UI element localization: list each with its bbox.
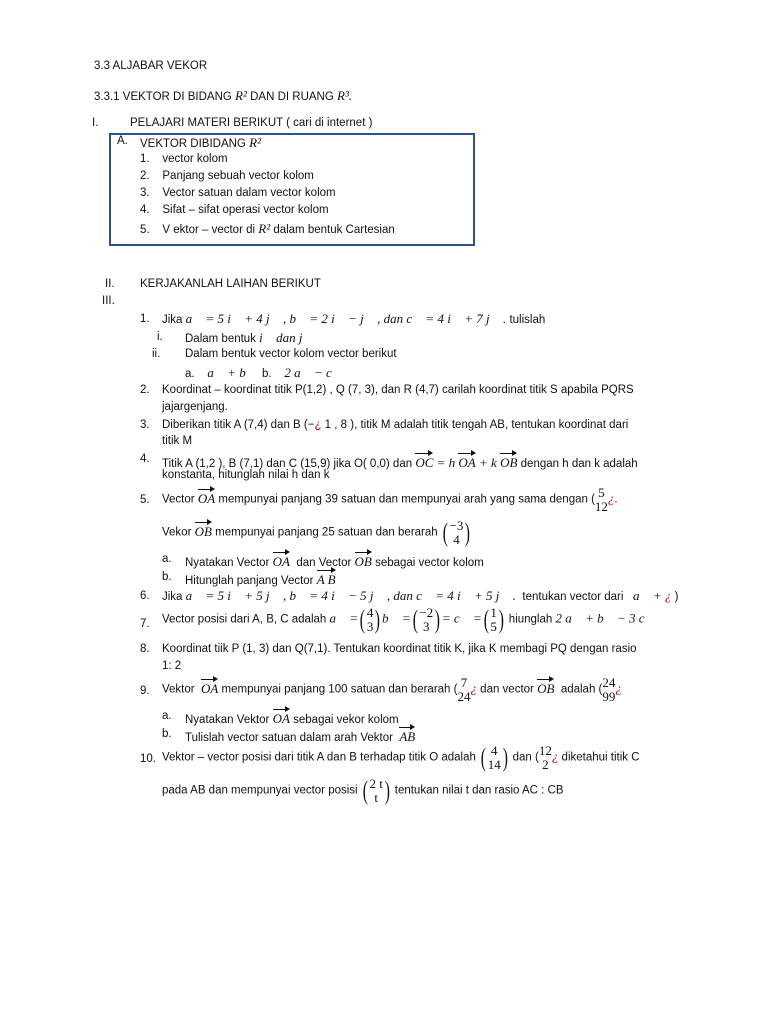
q6-line: Jika a⃗ = 5 i⃗ + 5 j⃗ , b⃗ = 4 i⃗ − 5 j⃗ , dan c⃗ = 4 i⃗ + 5 j⃗ . tentukan vector dari a⃗ + ¿ ): [162, 588, 679, 603]
part-3-number: III.: [102, 295, 115, 307]
part-2-title: KERJAKANLAH LAIHAN BERIKUT: [140, 278, 321, 290]
q10-line-1: Vektor – vector posisi dari titik A dan B terhadap titik O adalah ( 4 14 ) dan ( 12 2 ¿ diketahui titik C: [162, 742, 640, 772]
subsection-heading: 3.3.1 VEKTOR DI BIDANG R² DAN DI RUANG R³.: [94, 88, 353, 103]
q8-line-1: Koordinat tiik P (1, 3) dan Q(7,1). Tentukan koordinat titik K, jika K membagi PQ dengan rasio: [162, 643, 637, 655]
q9-b-number: b.: [162, 728, 172, 740]
materi-item-4: 4. Sifat – sifat operasi vector kolom: [140, 204, 329, 216]
q9-b-line: Tulislah vector satuan dalam arah Vektor AB: [185, 725, 415, 745]
q6-number: 6.: [140, 590, 150, 602]
q5-a-line: Nyatakan Vector OA dan Vector OB sebagai vector kolom: [185, 550, 484, 570]
q1-ii-a: a. a⃗ + b⃗: [185, 365, 256, 380]
section-heading: 3.3 ALJABAR VEKOR: [94, 60, 208, 72]
sub-a-letter: A.: [117, 135, 128, 147]
q9-line: Vektor OA mempunyai panjang 100 satuan dan berarah ( 7 24 ¿ dan vector OB adalah ( 24 99 ¿: [162, 675, 622, 704]
q3-line-2: titik M: [162, 435, 193, 447]
q4-number: 4.: [140, 453, 150, 465]
q9-number: 9.: [140, 685, 150, 697]
q1-ii-line: Dalam bentuk vector kolom vector berikut: [185, 348, 397, 360]
q10-line-2: pada AB dan mempunyai vector posisi ( 2 t t ) tentukan nilai t dan rasio AC : CB: [162, 775, 564, 805]
q10-number: 10.: [140, 753, 156, 765]
q8-line-2: 1: 2: [162, 660, 182, 672]
q1-ii-b: b. 2 a⃗ − c⃗: [262, 365, 342, 380]
q1-number: 1.: [140, 313, 150, 325]
q3-line-1: Diberikan titik A (7,4) dan B (−¿ 1 , 8 ), titik M adalah titik tengah AB, tentukan koordinat dari: [162, 419, 629, 431]
q5-a-number: a.: [162, 553, 172, 565]
q9-a-number: a.: [162, 710, 172, 722]
q5-number: 5.: [140, 494, 150, 506]
q1-ii-number: ii.: [152, 348, 161, 360]
materi-item-5: 5. V ektor – vector di R² dalam bentuk Cartesian: [140, 221, 395, 236]
q4-line-1: Titik A (1,2 ), B (7,1) dan C (15,9) jika O( 0,0) dan OC = h OA + k OB dengan h dan k adalah: [162, 451, 638, 471]
part-1-number: I.: [92, 117, 99, 129]
q1-line: Jika a⃗ = 5 i⃗ + 4 j⃗ , b⃗ = 2 i⃗ − j⃗ , dan c⃗ = 4 i⃗ + 7 j⃗ . tulislah: [162, 311, 546, 326]
q2-number: 2.: [140, 384, 150, 396]
q4-line-2: konstanta, hitunglah nilai h dan k: [162, 469, 330, 481]
sub-a-title: VEKTOR DIBIDANG R²: [140, 135, 261, 150]
q1-i-line: Dalam bentuk i⃗ dan j⃗: [185, 330, 313, 345]
q8-number: 8.: [140, 643, 150, 655]
part-2-number: II.: [105, 278, 115, 290]
q3-number: 3.: [140, 419, 150, 431]
q7-number: 7.: [140, 618, 150, 630]
q5-b-line: Hitunglah panjang Vector A B: [185, 568, 336, 588]
q5-line-1: Vector OA mempunyai panjang 39 satuan dan mempunyai arah yang sama dengan ( 5 12 ¿.: [162, 485, 618, 514]
materi-item-1: 1. vector kolom: [140, 153, 228, 165]
q7-line: Vector posisi dari A, B, C adalah a⃗ = ( 4 3 ) b⃗ = ( −2 3 ) = c⃗ = ( 1 5 ) hiunglah 2 a⃗ + b⃗ − 3 c⃗: [162, 604, 655, 634]
q2-line-2: jajargenjang.: [162, 401, 228, 413]
q2-line-1: Koordinat – koordinat titik P(1,2) , Q (7, 3), dan R (4,7) carilah koordinat titik S apabila PQRS: [162, 384, 634, 396]
q5-b-number: b.: [162, 571, 172, 583]
materi-item-3: 3. Vector satuan dalam vector kolom: [140, 187, 336, 199]
q5-line-2: Vekor OB mempunyai panjang 25 satuan dan berarah ( −3 4 ): [162, 517, 471, 547]
materi-item-2: 2. Panjang sebuah vector kolom: [140, 170, 314, 182]
q9-a-line: Nyatakan Vektor OA sebagai vekor kolom: [185, 707, 399, 727]
part-1-title: PELAJARI MATERI BERIKUT ( cari di internet ): [130, 117, 373, 129]
q1-i-number: i.: [157, 331, 163, 343]
